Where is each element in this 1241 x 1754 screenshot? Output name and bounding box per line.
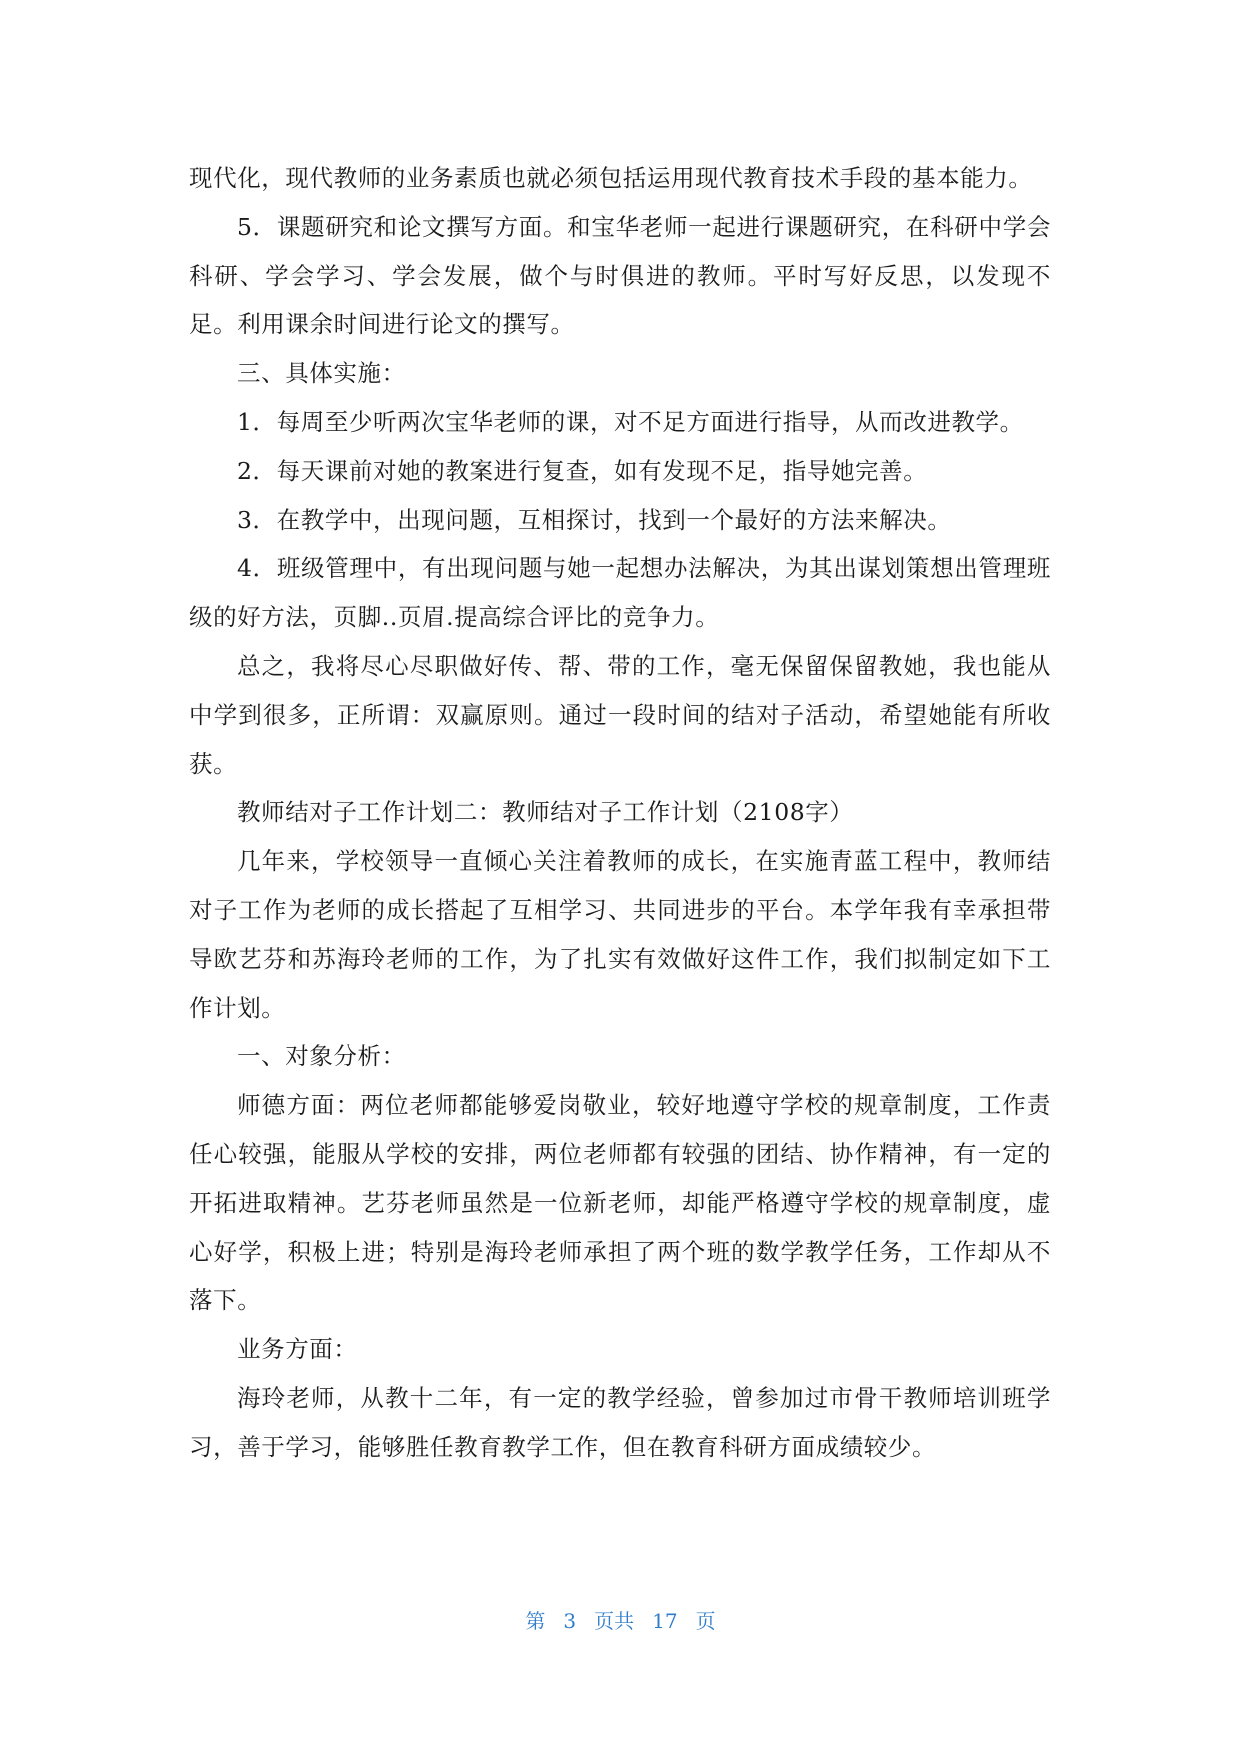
list-item: 3．在教学中，出现问题，互相探讨，找到一个最好的方法来解决。 (237, 505, 952, 534)
paragraph: 现代化，现代教师的业务素质也就必须包括运用现代教育技术手段的基本能力。 (189, 164, 1033, 192)
footer-prefix: 第 (525, 1609, 546, 1633)
footer-suffix: 页 (695, 1609, 716, 1633)
document-subtitle: 教师结对子工作计划二：教师结对子工作计划（2108字） (237, 798, 854, 827)
paragraph: 总之，我将尽心尽职做好传、帮、带的工作，毫无保留保留教她，我也能从中学到很多，正所谓：双赢原则。通过一段时间的结对子活动，希望她能有所收获。 (189, 651, 1051, 778)
footer-total-pages: 17 (652, 1609, 678, 1633)
section-heading: 三、具体实施： (237, 359, 406, 388)
footer-current-page: 3 (563, 1609, 577, 1633)
footer-middle: 页共 (594, 1609, 635, 1633)
document-body (189, 154, 1051, 1472)
paragraph: 5．课题研究和论文撰写方面。和宝华老师一起进行课题研究，在科研中学会科研、学会学习、学会发展，做个与时俱进的教师。平时写好反思，以发现不足。利用课余时间进行论文的撰写。 (189, 212, 1051, 339)
paragraph: 几年来，学校领导一直倾心关注着教师的成长，在实施青蓝工程中，教师结对子工作为老师的成长搭起了互相学习、共同进步的平台。本学年我有幸承担带导欧艺芬和苏海玲老师的工作，为了扎实有效做好这件工作，我们拟制定如下工作计划。 (189, 847, 1051, 1022)
list-item: 4．班级管理中，有出现问题与她一起想办法解决，为其出谋划策想出管理班级的好方法，页脚..页眉.提高综合评比的竞争力。 (189, 554, 1051, 632)
paragraph: 师德方面：两位老师都能够爱岗敬业，较好地遵守学校的规章制度，工作责任心较强，能服从学校的安排，两位老师都有较强的团结、协作精神，有一定的开拓进取精神。艺芬老师虽然是一位新老师，却能严格遵守学校的规章制度，虚心好学，积极上进；特别是海玲老师承担了两个班的数学教学任务，工作却从不落下。 (189, 1091, 1051, 1315)
page-footer (0, 1605, 1241, 1634)
paragraph: 海玲老师，从教十二年，有一定的教学经验，曾参加过市骨干教师培训班学习，善于学习，能够胜任教育教学工作，但在教育科研方面成绩较少。 (189, 1383, 1051, 1461)
section-heading: 一、对象分析： (237, 1042, 406, 1071)
section-heading: 业务方面： (237, 1335, 358, 1364)
list-item: 2．每天课前对她的教案进行复查，如有发现不足，指导她完善。 (237, 456, 928, 485)
list-item: 1．每周至少听两次宝华老师的课，对不足方面进行指导，从而改进教学。 (237, 407, 1024, 436)
